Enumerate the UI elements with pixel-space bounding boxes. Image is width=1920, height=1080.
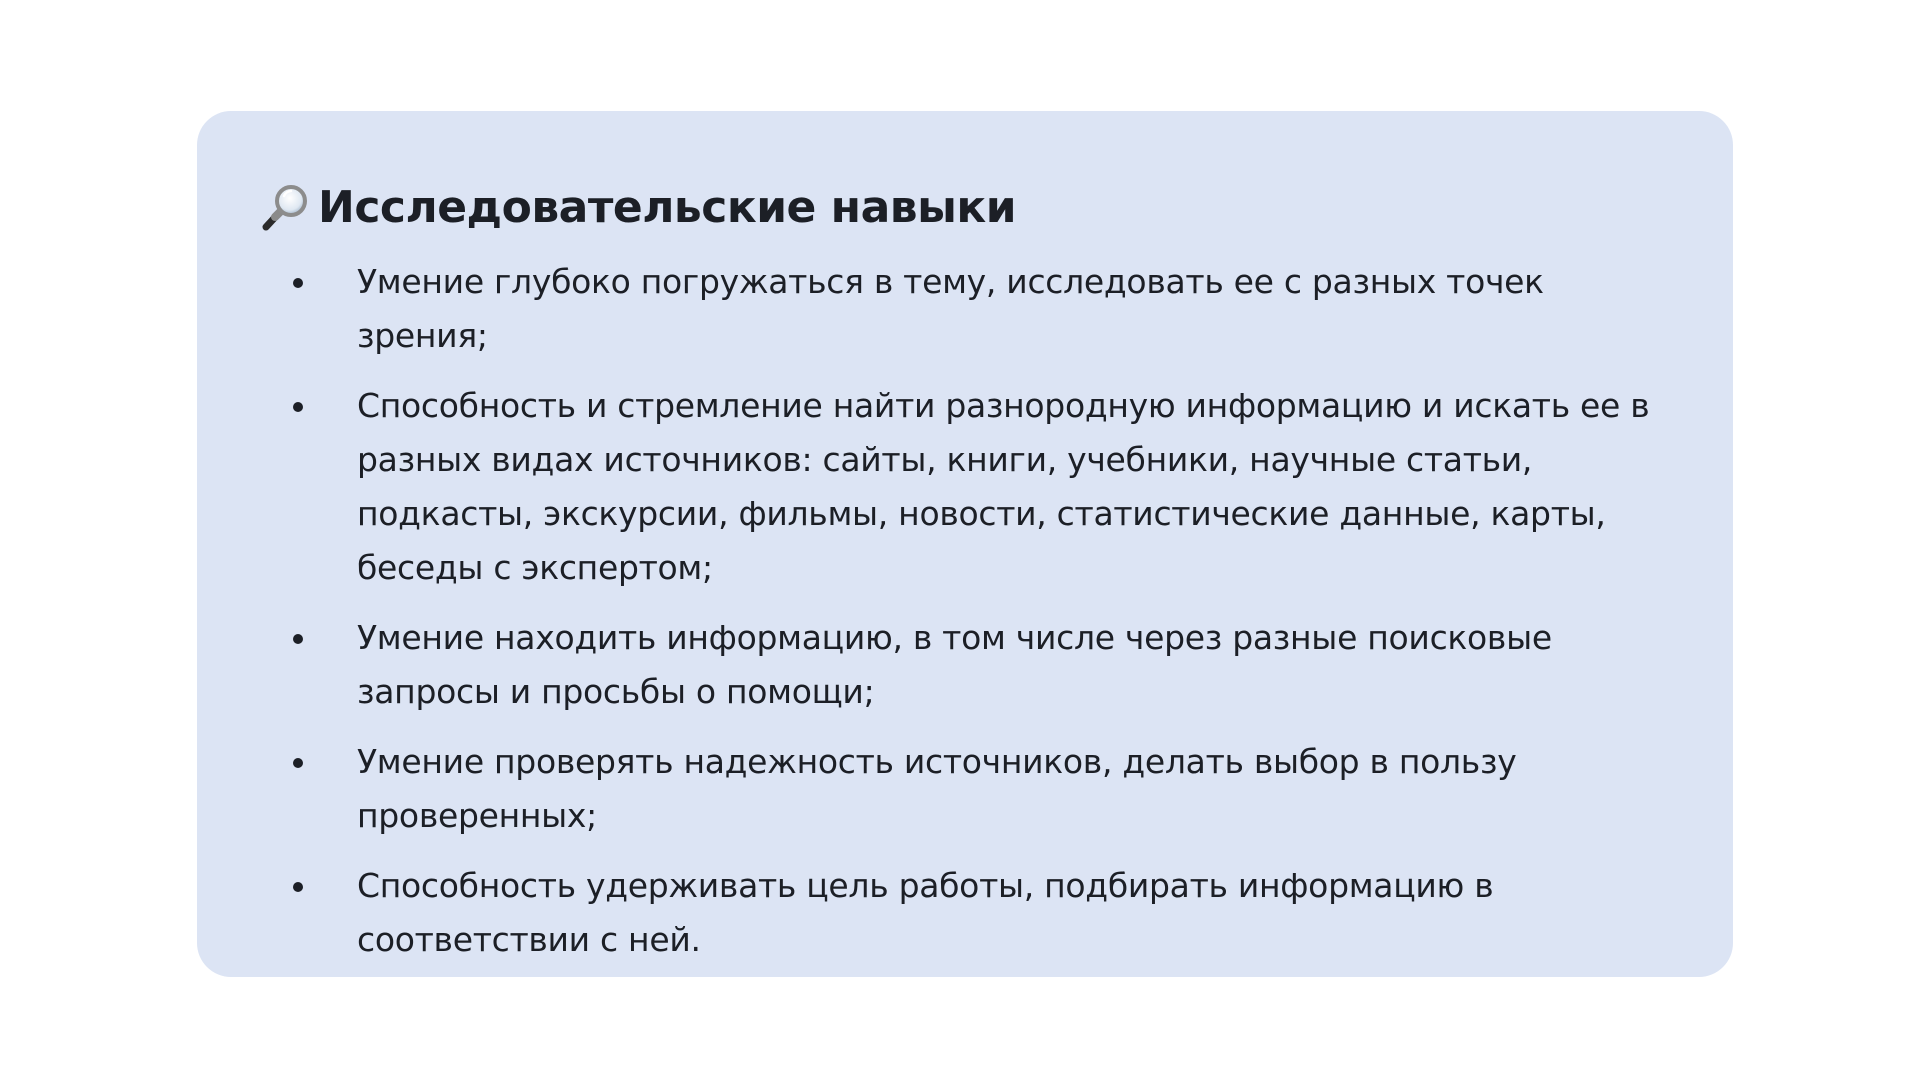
bullet-icon <box>293 758 303 768</box>
list-item <box>197 379 1733 595</box>
list-item <box>197 255 1733 363</box>
list-item-text: Умение проверять надежность источников, делать выбор в пользу проверенных; <box>357 742 1517 835</box>
card-title: Исследовательские навыки <box>318 181 1017 233</box>
bullet-icon <box>293 882 303 892</box>
list-item-text: Умение находить информацию, в том числе через разные поисковые запросы и просьбы о помощи; <box>357 618 1552 711</box>
skills-list <box>197 255 1733 983</box>
list-item-text: Умение глубоко погружаться в тему, исследовать ее с разных точек зрения; <box>357 262 1544 355</box>
skills-card <box>197 111 1733 977</box>
card-header <box>260 177 1016 237</box>
bullet-icon <box>293 634 303 644</box>
magnifying-glass-icon <box>260 182 310 232</box>
list-item <box>197 611 1733 719</box>
bullet-icon <box>293 278 303 288</box>
list-item-text: Способность и стремление найти разнородную информацию и искать ее в разных видах источников: сайты, книги, учебники, научные статьи, подкасты, экскурсии, фильмы, новости, статистические данные, карты, беседы с экспертом; <box>357 386 1650 587</box>
bullet-icon <box>293 402 303 412</box>
list-item-text: Способность удерживать цель работы, подбирать информацию в соответствии с ней. <box>357 866 1494 959</box>
list-item <box>197 859 1733 967</box>
list-item <box>197 735 1733 843</box>
